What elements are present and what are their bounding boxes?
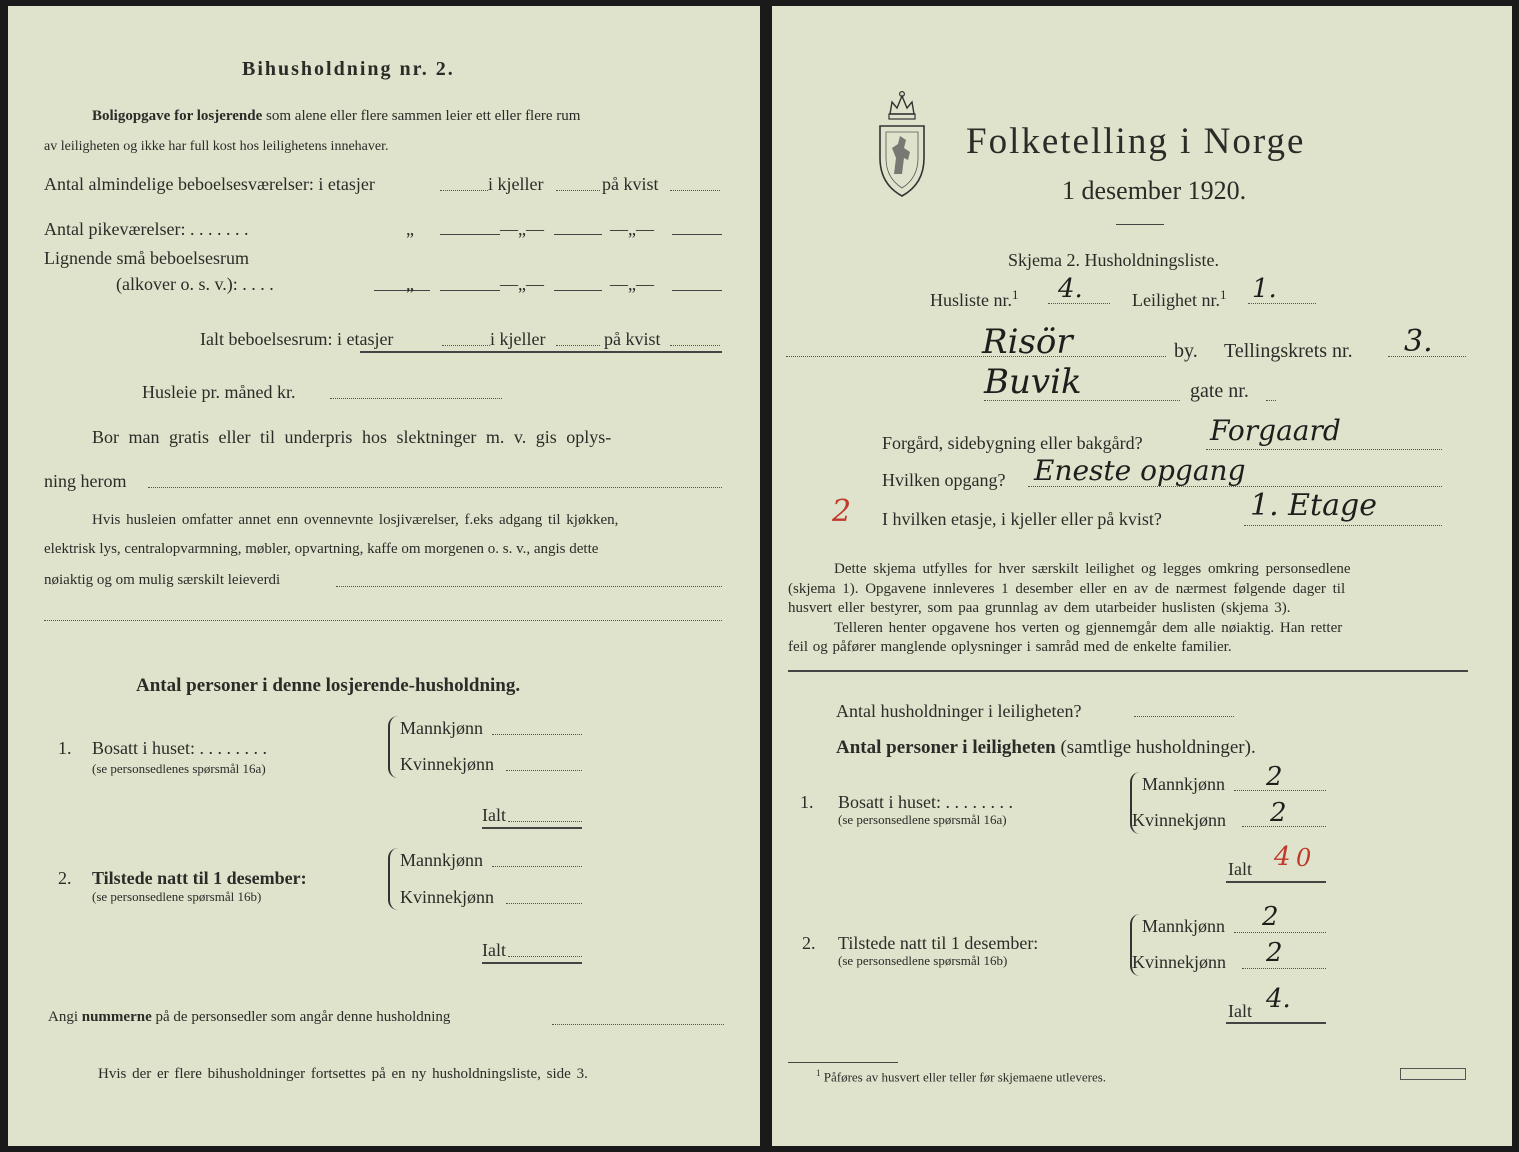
- brace: [388, 716, 398, 778]
- form-date: 1 desember 1920.: [1062, 176, 1247, 205]
- info-line-4: Telleren henter opgavene hos verten og gjennemgår dem alle nøiaktig. Han retter: [834, 620, 1343, 636]
- q2-ialt-field[interactable]: [508, 956, 582, 957]
- left-page: [8, 6, 760, 1146]
- ditto-dash: —„—: [610, 219, 654, 239]
- ialt-label: Ialt: [482, 940, 506, 960]
- ialt-kvist-field[interactable]: [670, 345, 720, 346]
- q1-kvinne-value[interactable]: 2: [1270, 798, 1287, 828]
- ialt-label: Ialt: [1228, 1001, 1252, 1021]
- etasje-label: I hvilken etasje, i kjeller eller på kvist?: [882, 509, 1162, 529]
- forgard-label: Forgård, sidebygning eller bakgård?: [882, 433, 1143, 453]
- skjema-label: Skjema 2. Husholdningsliste.: [1008, 250, 1219, 270]
- ditto-dash: —„—: [610, 274, 654, 294]
- by-field[interactable]: [786, 356, 1166, 357]
- q2-kvinne-value[interactable]: 2: [1266, 938, 1283, 968]
- form-title: Folketelling i Norge: [966, 121, 1306, 162]
- q2-sub: (se personsedlene spørsmål 16b): [838, 953, 1008, 968]
- gate-label: gate nr.: [1190, 380, 1249, 402]
- q2-kvinne-field[interactable]: [1242, 968, 1326, 969]
- leieverdi-field-2[interactable]: [44, 620, 722, 621]
- leilighet-label: Leilighet nr.$^1$: [1132, 287, 1227, 310]
- ialt-label: Ialt: [1228, 859, 1252, 879]
- persons-heading: Antal personer i denne losjerende-husholdning.: [136, 675, 521, 696]
- angi-line: Angi nummerne på de personsedler som angår denne husholdning: [48, 1009, 451, 1025]
- kvinnekjonn-label: Kvinnekjønn: [1132, 952, 1226, 972]
- kvinnekjonn-label: Kvinnekjønn: [400, 887, 494, 907]
- i-kjeller-label: i kjeller: [490, 329, 546, 349]
- by-label: by.: [1174, 340, 1198, 362]
- q2-label: Tilstede natt til 1 desember:: [92, 868, 307, 888]
- by-value[interactable]: Risör: [982, 322, 1073, 362]
- q2-ialt-value[interactable]: 4.: [1266, 984, 1291, 1014]
- kvinnekjonn-label: Kvinnekjønn: [400, 754, 494, 774]
- opgang-value[interactable]: Eneste opgang: [1034, 454, 1246, 487]
- etasje-field[interactable]: [1244, 525, 1442, 526]
- ialt-etasjer-field[interactable]: [442, 345, 490, 346]
- hvis-line-2: elektrisk lys, centralopvarmning, møbler, opvartning, kaffe om morgenen o. s. v., angis dette: [44, 541, 599, 557]
- krets-label: Tellingskrets nr.: [1224, 340, 1353, 362]
- pike-label: Antal pikeværelser: . . . . . . .: [44, 219, 249, 239]
- right-page: [772, 6, 1512, 1146]
- opgang-field[interactable]: [1028, 486, 1442, 487]
- gratis-line-2: ning herom: [44, 471, 127, 491]
- q2-ialt-underline: [482, 962, 582, 964]
- persons-heading: Antal personer i leiligheten (samtlige husholdninger).: [836, 737, 1256, 758]
- ialt-underline: [360, 351, 722, 353]
- rooms-kvist-field[interactable]: [670, 190, 720, 191]
- q2-mann-value[interactable]: 2: [1262, 902, 1279, 932]
- q2-ialt-underline: [1226, 1022, 1326, 1024]
- red-correction-mark: 2: [832, 494, 852, 529]
- opgang-label: Hvilken opgang?: [882, 470, 1006, 490]
- q2-number: 2.: [802, 933, 816, 953]
- q2-number: 2.: [58, 868, 72, 888]
- husliste-field[interactable]: [1048, 303, 1110, 304]
- pike-kjeller-field[interactable]: [554, 234, 602, 235]
- q2-mann-field[interactable]: [492, 866, 582, 867]
- husliste-value[interactable]: 4.: [1058, 274, 1083, 304]
- angi-field[interactable]: [552, 1024, 724, 1025]
- ditto-dash: —„—: [500, 274, 544, 294]
- mannkjonn-label: Mannkjønn: [400, 718, 483, 738]
- gate-value[interactable]: Buvik: [984, 362, 1082, 402]
- left-title: Bihusholdning nr. 2.: [242, 58, 455, 80]
- q2-sub: (se personsedlene spørsmål 16b): [92, 889, 262, 904]
- q1-number: 1.: [800, 792, 814, 812]
- intro-line-2: av leiligheten og ikke har full kost hos leilighetens innehaver.: [44, 139, 389, 154]
- q1-mann-field[interactable]: [492, 734, 582, 735]
- ditto-mark: „: [406, 219, 414, 239]
- q1-mann-field[interactable]: [1234, 790, 1326, 791]
- hvis-line-3: nøiaktig og om mulig særskilt leieverdi: [44, 572, 281, 588]
- q1-label: Bosatt i huset: . . . . . . . .: [92, 738, 267, 758]
- leilighet-field[interactable]: [1248, 303, 1316, 304]
- ditto-dash: —„—: [500, 219, 544, 239]
- printer-stamp: [1400, 1068, 1466, 1080]
- info-line-2: (skjema 1). Opgavene innleveres 1 desember eller en av de nærmest følgende dager til: [788, 581, 1346, 597]
- q1-ialt-underline: [1226, 881, 1326, 883]
- forgard-field[interactable]: [1206, 449, 1442, 450]
- husleie-label: Husleie pr. måned kr.: [142, 382, 296, 402]
- left-footer: Hvis der er flere bihusholdninger fortsettes på en ny husholdningsliste, side 3.: [98, 1066, 588, 1082]
- q1-ialt-value[interactable]: 4: [1274, 842, 1291, 872]
- ialt-kjeller-field[interactable]: [556, 345, 600, 346]
- krets-value[interactable]: 3.: [1404, 324, 1433, 359]
- info-line-1: Dette skjema utfylles for hver særskilt leilighet og legges omkring personsedlene: [834, 561, 1351, 577]
- title-rule: [1116, 224, 1164, 225]
- etasje-value[interactable]: 1. Etage: [1250, 488, 1377, 523]
- forgard-value[interactable]: Forgaard: [1210, 414, 1341, 447]
- q1-sub: (se personsedlenes spørsmål 16a): [92, 761, 266, 776]
- mannkjonn-label: Mannkjønn: [1142, 774, 1225, 794]
- kvinnekjonn-label: Kvinnekjønn: [1132, 810, 1226, 830]
- lign-kjeller-field[interactable]: [554, 290, 602, 291]
- krets-field[interactable]: [1388, 356, 1466, 357]
- pike-kvist-field[interactable]: [672, 234, 722, 235]
- footnote: $^1$ Påføres av husvert eller teller før skjemaene utleveres.: [816, 1068, 1107, 1085]
- lignende-label-1: Lignende små beboelsesrum: [44, 248, 249, 268]
- pa-kvist-label: på kvist: [604, 329, 661, 349]
- rooms-label: Antal almindelige beboelsesværelser: i etasjer: [44, 174, 375, 194]
- brace: [388, 848, 398, 910]
- section-rule: [788, 670, 1468, 672]
- lign-kvist-field[interactable]: [672, 290, 722, 291]
- lign-etasjer-field[interactable]: [440, 290, 500, 291]
- pa-kvist-label: på kvist: [602, 174, 659, 194]
- mannkjonn-label: Mannkjønn: [400, 850, 483, 870]
- gate-nr-field[interactable]: [1266, 400, 1276, 401]
- gratis-field[interactable]: [148, 487, 722, 488]
- mannkjonn-label: Mannkjønn: [1142, 916, 1225, 936]
- q1-sub: (se personsedlene spørsmål 16a): [838, 812, 1007, 827]
- q2-label: Tilstede natt til 1 desember:: [838, 933, 1039, 953]
- husliste-label: Husliste nr.$^1$: [930, 287, 1019, 310]
- leieverdi-field[interactable]: [336, 586, 722, 587]
- intro-line-1: Boligopgave for losjerende som alene eller flere sammen leier ett eller flere rum: [92, 108, 581, 124]
- q1-mann-value[interactable]: 2: [1266, 762, 1283, 792]
- rooms-kjeller-field[interactable]: [556, 190, 600, 191]
- q2-kvinne-field[interactable]: [506, 903, 582, 904]
- hvis-line-1: Hvis husleien omfatter annet enn ovennevnte losjiværelser, f.eks adgang til kjøkken,: [92, 512, 619, 528]
- antal-hush-label: Antal husholdninger i leiligheten?: [836, 701, 1082, 721]
- q1-ialt-field[interactable]: [508, 821, 582, 822]
- i-kjeller-label: i kjeller: [488, 174, 544, 194]
- q2-mann-field[interactable]: [1234, 932, 1326, 933]
- info-line-5: feil og påfører manglende oplysninger i samråd med de enkelte familier.: [788, 639, 1232, 655]
- husleie-field[interactable]: [330, 398, 502, 399]
- leilighet-value[interactable]: 1.: [1252, 274, 1277, 304]
- gate-field[interactable]: [984, 400, 1180, 401]
- q1-kvinne-field[interactable]: [506, 770, 582, 771]
- q1-ialt-underline: [482, 827, 582, 829]
- pike-etasjer-field[interactable]: [440, 234, 500, 235]
- gratis-line-1: Bor man gratis eller til underpris hos slektninger m. v. gis oplys-: [92, 427, 612, 447]
- q1-label: Bosatt i huset: . . . . . . . .: [838, 792, 1013, 812]
- antal-hush-field[interactable]: [1134, 716, 1234, 717]
- ialt-label: Ialt: [482, 805, 506, 825]
- ditto-mark: „: [406, 274, 414, 294]
- lignende-label-2: (alkover o. s. v.): . . . .: [116, 274, 274, 294]
- footnote-rule: [788, 1062, 898, 1063]
- ialt-rooms-label: Ialt beboelsesrum: i etasjer: [200, 329, 394, 349]
- coat-of-arms-icon: [874, 88, 930, 200]
- rooms-etasjer-field[interactable]: [440, 190, 488, 191]
- info-line-3: husvert eller bestyrer, som paa grunnlag av dem utarbeider huslisten (skjema 3).: [788, 600, 1291, 616]
- q1-ialt-red-mark: 0: [1296, 844, 1312, 872]
- q1-kvinne-field[interactable]: [1242, 826, 1326, 827]
- q1-number: 1.: [58, 738, 72, 758]
- lign-pre-field[interactable]: [374, 290, 430, 291]
